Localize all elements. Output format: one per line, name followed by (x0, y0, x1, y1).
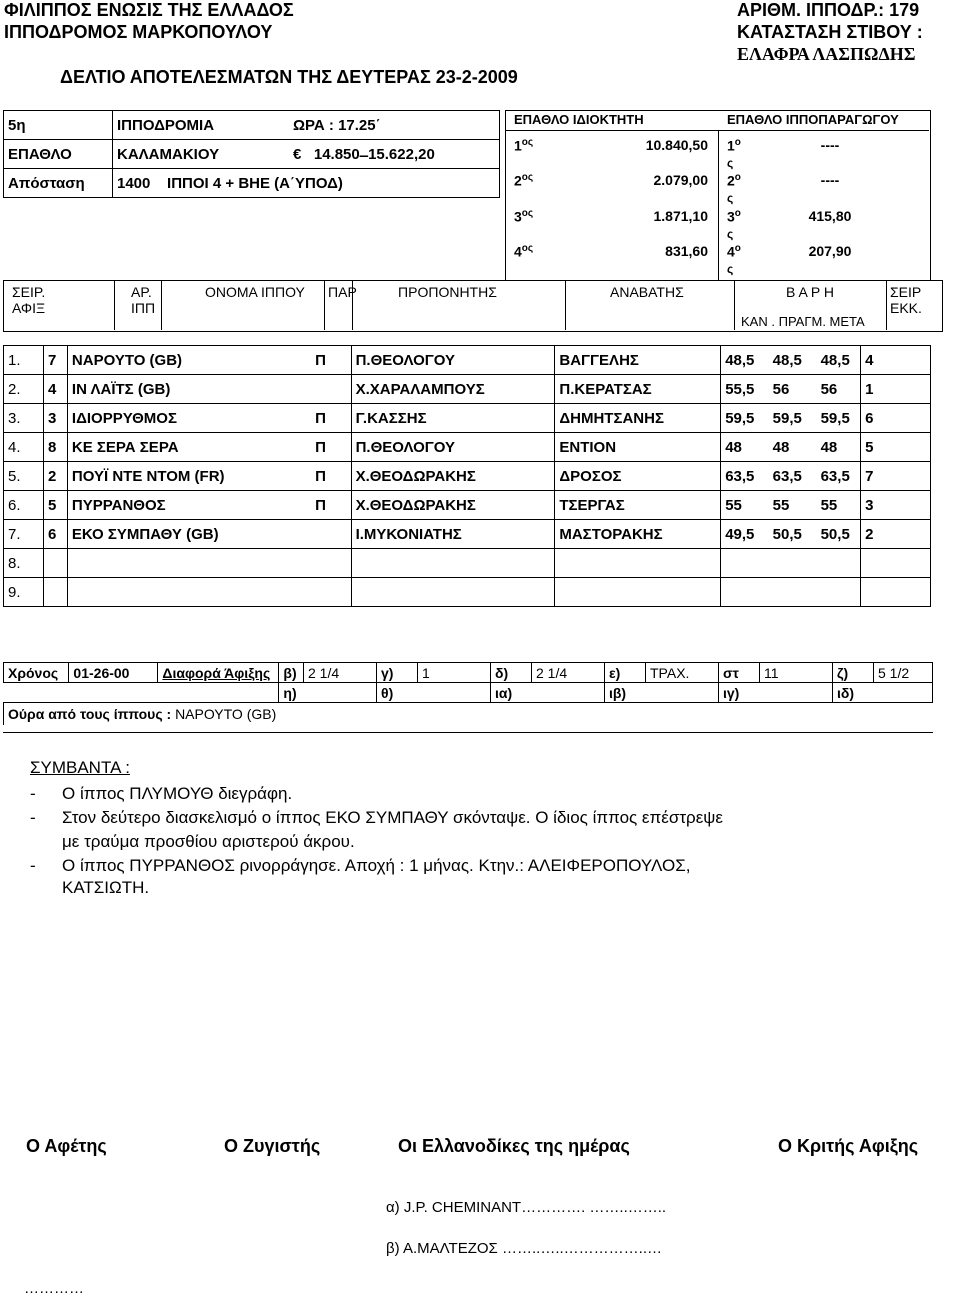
result-start (861, 578, 931, 607)
result-w1: 48 (721, 433, 769, 462)
breeder-prize-position: $3^o$ ς (727, 208, 741, 241)
result-pos: 3. (4, 404, 44, 433)
sig-judge: Ο Κριτής Αφιξης (778, 1136, 919, 1156)
bulletin-title: ΔΕΛΤΙΟ ΑΠΟΤΕΛΕΣΜΑΤΩΝ ΤΗΣ ΔΕΥΤΕΡΑΣ 23-2-2009 (60, 67, 518, 87)
result-name: ΙΔΙΟΡΡΥΘΜΟΣ (67, 404, 311, 433)
horses-count: ΙΠΠΟΙ 4 + ΒΗΕ (Α΄ΥΠΟΔ) (167, 174, 343, 192)
b-label: β) (279, 663, 304, 683)
result-w2: 50,5 (769, 520, 817, 549)
col-jockey: ΑΝΑΒΑΤΗΣ (610, 284, 684, 300)
time-value: 01-26-00 (69, 663, 158, 683)
result-jockey: ΕΝΤΙΟΝ (555, 433, 721, 462)
result-w3: 50,5 (817, 520, 861, 549)
result-no: 3 (43, 404, 67, 433)
result-w3 (817, 549, 861, 578)
table-row (4, 404, 931, 433)
result-w3: 55 (817, 491, 861, 520)
result-w1: 59,5 (721, 404, 769, 433)
result-no: 4 (43, 375, 67, 404)
result-name (67, 578, 311, 607)
d-value: 2 1/4 (532, 663, 605, 683)
result-pos: 7. (4, 520, 44, 549)
track-state: ΕΛΑΦΡΑ ΛΑΣΠΩΔΗΣ (737, 44, 916, 64)
ia-label: ια) (491, 683, 605, 703)
race-label: ΙΠΠΟΔΡΟΜΙΑ (113, 111, 290, 140)
notes-title: ΣΥΜΒΑΝΤΑ : (30, 758, 130, 777)
result-w1: 55,5 (721, 375, 769, 404)
col-weights-sub: ΚΑΝ . ΠΡΑΓΜ. ΜΕΤΑ (741, 314, 865, 329)
result-w1 (721, 578, 769, 607)
breeder-prize-amount: 207,90 (808, 243, 852, 259)
col-horse-no-sub: ΙΠΠ (131, 300, 156, 316)
col-position: ΣΕΙΡ. (12, 284, 46, 300)
table-row (4, 346, 931, 375)
breeder-prize-header: ΕΠΑΘΛΟ ΙΠΠΟΠΑΡΑΓΩΓΟΥ (727, 112, 899, 127)
result-trainer: Γ.ΚΑΣΣΗΣ (351, 404, 555, 433)
prize-amount: 14.850 ̶ 15.622,20 (313, 145, 435, 163)
result-w3: 59,5 (817, 404, 861, 433)
owner-prize-position: $2^{o\varsigma}$ (514, 172, 534, 189)
result-jockey: ΜΑΣΤΟΡΑΚΗΣ (555, 520, 721, 549)
result-jockey: ΤΣΕΡΓΑΣ (555, 491, 721, 520)
table-row (4, 520, 931, 549)
col-start-sub: ΕΚΚ. (890, 300, 922, 316)
result-trainer: Ι.ΜΥΚΟΝΙΑΤΗΣ (351, 520, 555, 549)
result-name: ΙΝ ΛΑΪΤΣ (GB) (67, 375, 311, 404)
result-no: 7 (43, 346, 67, 375)
result-name: ΕΚΟ ΣΥΜΠΑΘΥ (GB) (67, 520, 311, 549)
steward-1: α) J.P. CHEMINANT…………. ……..…….. (386, 1199, 667, 1216)
result-pos: 5. (4, 462, 44, 491)
note-2-cont: με τραύμα προσθίου αριστερού άκρου. (62, 832, 355, 851)
st-value: 11 (760, 663, 833, 683)
steward-3: ………… (24, 1280, 84, 1297)
col-weights: Β Α Ρ Η (786, 284, 834, 300)
result-jockey (555, 578, 721, 607)
table-row (4, 462, 931, 491)
col-start: ΣΕΙΡ (890, 284, 922, 300)
table-row (4, 375, 931, 404)
result-w3: 48,5 (817, 346, 861, 375)
sig-weigher: Ο Ζυγιστής (224, 1136, 321, 1156)
result-par: Π (311, 462, 351, 491)
result-start: 4 (861, 346, 931, 375)
result-trainer: Χ.ΘΕΟΔΩΡΑΚΗΣ (351, 491, 555, 520)
result-pos: 2. (4, 375, 44, 404)
timing-table (3, 662, 933, 725)
result-par: Π (311, 433, 351, 462)
result-name: ΠΟΥΪ ΝΤΕ ΝΤΟΜ (FR) (67, 462, 311, 491)
race-time: ΩΡΑ : 17.25΄ (289, 111, 500, 140)
h-label: η) (279, 683, 377, 703)
result-w3: 56 (817, 375, 861, 404)
track-state-label: ΚΑΤΑΣΤΑΣΗ ΣΤΙΒΟΥ : (737, 22, 923, 42)
result-start: 6 (861, 404, 931, 433)
result-trainer: Π.ΘΕΟΛΟΓΟΥ (351, 346, 555, 375)
result-trainer: Π.ΘΕΟΛΟΓΟΥ (351, 433, 555, 462)
breeder-prize-position: $2^o$ ς (727, 172, 741, 205)
racecourse-name: ΙΠΠΟΔΡΟΜΟΣ ΜΑΡΚΟΠΟΥΛΟΥ (4, 22, 273, 42)
result-par: Π (311, 346, 351, 375)
distance-label: Απόσταση (4, 169, 113, 198)
result-w3: 63,5 (817, 462, 861, 491)
table-row (4, 578, 931, 607)
result-jockey: Π.ΚΕΡΑΤΣΑΣ (555, 375, 721, 404)
result-pos: 6. (4, 491, 44, 520)
note-2: Στον δεύτερο διασκελισμό ο ίππος ΕΚΟ ΣΥΜΠΑΘΥ σκόνταψε. Ο ίδιος ίππος επέστρεψε (62, 808, 723, 827)
z-value: 5 1/2 (874, 663, 933, 683)
race-info-table (3, 110, 500, 198)
prize-name: ΚΑΛΑΜΑΚΙΟΥ (113, 140, 290, 169)
g-label: γ) (377, 663, 418, 683)
note-1: Ο ίππος ΠΛΥΜΟΥΘ διεγράφη. (62, 784, 293, 803)
sig-starter: Ο Αφέτης (26, 1136, 107, 1156)
club-name: ΦΙΛΙΠΠΟΣ ΕΝΩΣΙΣ ΤΗΣ ΕΛΛΑΔΟΣ (4, 0, 294, 20)
time-label: Χρόνος (4, 663, 69, 683)
breeder-prize-position: $1^o$ ς (727, 137, 741, 170)
result-no: 2 (43, 462, 67, 491)
prize-label: ΕΠΑΘΛΟ (4, 140, 113, 169)
program-number: ΑΡΙΘΜ. ΙΠΠΟΔΡ.: 179 (737, 0, 920, 20)
result-name: ΝΑΡΟΥΤΟ (GB) (67, 346, 311, 375)
b-value: 2 1/4 (304, 663, 377, 683)
note-3-cont: ΚΑΤΣΙΩΤΗ. (62, 878, 150, 897)
results-table (3, 345, 931, 607)
distance-value: 1400 (117, 174, 151, 192)
result-jockey: ΔΡΟΣΟΣ (555, 462, 721, 491)
result-par (311, 578, 351, 607)
result-pos: 1. (4, 346, 44, 375)
result-w2: 55 (769, 491, 817, 520)
breeder-prize-amount: ---- (820, 172, 840, 188)
result-pos: 4. (4, 433, 44, 462)
col-position-sub: ΑΦΙΞ (12, 300, 46, 316)
table-row (4, 491, 931, 520)
result-jockey: ΒΑΓΓΕΛΗΣ (555, 346, 721, 375)
result-w1: 48,5 (721, 346, 769, 375)
owner-prize-amount: 2.079,00 (653, 172, 708, 188)
id-label: ιδ) (833, 683, 933, 703)
result-w2: 48,5 (769, 346, 817, 375)
result-par (311, 375, 351, 404)
owner-prize-amount: 831,60 (665, 243, 708, 259)
z-label: ζ) (833, 663, 874, 683)
result-start (861, 549, 931, 578)
col-horse-name: ΟΝΟΜΑ ΙΠΠΟΥ (205, 284, 305, 300)
col-horse-no: ΑΡ. (131, 284, 152, 300)
result-w1: 63,5 (721, 462, 769, 491)
result-no: 8 (43, 433, 67, 462)
owner-prize-position: $4^{o\varsigma}$ (514, 243, 534, 260)
result-no: 6 (43, 520, 67, 549)
result-w1: 55 (721, 491, 769, 520)
result-pos: 8. (4, 549, 44, 578)
sig-stewards: Οι Ελλανοδίκες της ημέρας (398, 1136, 630, 1156)
result-trainer (351, 549, 555, 578)
col-par: ΠΑΡ (328, 284, 357, 300)
ib-label: ιβ) (605, 683, 719, 703)
result-name: ΠΥΡΡΑΝΘΟΣ (67, 491, 311, 520)
breeder-prize-amount: 415,80 (808, 208, 852, 224)
result-name: ΚΕ ΣΕΡΑ ΣΕΡΑ (67, 433, 311, 462)
breeder-prize-amount: ---- (820, 137, 840, 153)
result-w3: 48 (817, 433, 861, 462)
result-jockey: ΔΗΜΗΤΣΑΝΗΣ (555, 404, 721, 433)
result-start: 3 (861, 491, 931, 520)
result-par (311, 520, 351, 549)
result-par (311, 549, 351, 578)
note-3: Ο ίππος ΠΥΡΡΑΝΘΟΣ ρινορράγησε. Αποχή : 1 μήνας. Κτην.: ΑΛΕΙΦΕΡΟΠΟΥΛΟΣ, (62, 856, 691, 875)
result-w2: 56 (769, 375, 817, 404)
result-trainer: Χ.ΧΑΡΑΛΑΜΠΟΥΣ (351, 375, 555, 404)
result-w2: 48 (769, 433, 817, 462)
th-label: θ) (377, 683, 491, 703)
owner-prize-amount: 10.840,50 (645, 137, 708, 153)
result-par: Π (311, 404, 351, 433)
table-row (4, 433, 931, 462)
diff-label: Διαφορά Άφιξης (158, 663, 279, 683)
result-start: 1 (861, 375, 931, 404)
result-w1 (721, 549, 769, 578)
steward-2: β) Α.ΜΑΛΤΕΖΟΣ ……..…..……………..… (386, 1240, 662, 1257)
owner-prize-amount: 1.871,10 (653, 208, 708, 224)
result-w2: 63,5 (769, 462, 817, 491)
owner-prize-position: $3^{o\varsigma}$ (514, 208, 534, 225)
breeder-prize-position: $4^o$ ς (727, 243, 741, 276)
st-label: στ (719, 663, 760, 683)
g-value: 1 (418, 663, 491, 683)
result-start: 7 (861, 462, 931, 491)
result-start: 2 (861, 520, 931, 549)
result-w1: 49,5 (721, 520, 769, 549)
result-w3 (817, 578, 861, 607)
table-row (4, 549, 931, 578)
result-trainer (351, 578, 555, 607)
result-start: 5 (861, 433, 931, 462)
result-no (43, 578, 67, 607)
result-w2 (769, 549, 817, 578)
tail-value: ΝΑΡΟΥΤΟ (GB) (175, 706, 277, 722)
col-trainer: ΠΡΟΠΟΝΗΤΗΣ (398, 284, 497, 300)
result-pos: 9. (4, 578, 44, 607)
tail-label: Ούρα από τους ίππους : (8, 706, 172, 722)
owner-prize-position: $1^{o\varsigma}$ (514, 137, 534, 154)
result-no (43, 549, 67, 578)
owner-prize-header: ΕΠΑΘΛΟ ΙΔΙΟΚΤΗΤΗ (514, 112, 644, 127)
race-number: 5η (4, 111, 113, 140)
e-label: ε) (605, 663, 646, 683)
result-no: 5 (43, 491, 67, 520)
result-trainer: Χ.ΘΕΟΔΩΡΑΚΗΣ (351, 462, 555, 491)
ig-label: ιγ) (719, 683, 833, 703)
result-jockey (555, 549, 721, 578)
d-label: δ) (491, 663, 532, 683)
e-value: ΤΡΑΧ. (646, 663, 719, 683)
result-w2: 59,5 (769, 404, 817, 433)
euro-icon: € (293, 145, 302, 163)
result-w2 (769, 578, 817, 607)
result-name (67, 549, 311, 578)
result-par: Π (311, 491, 351, 520)
